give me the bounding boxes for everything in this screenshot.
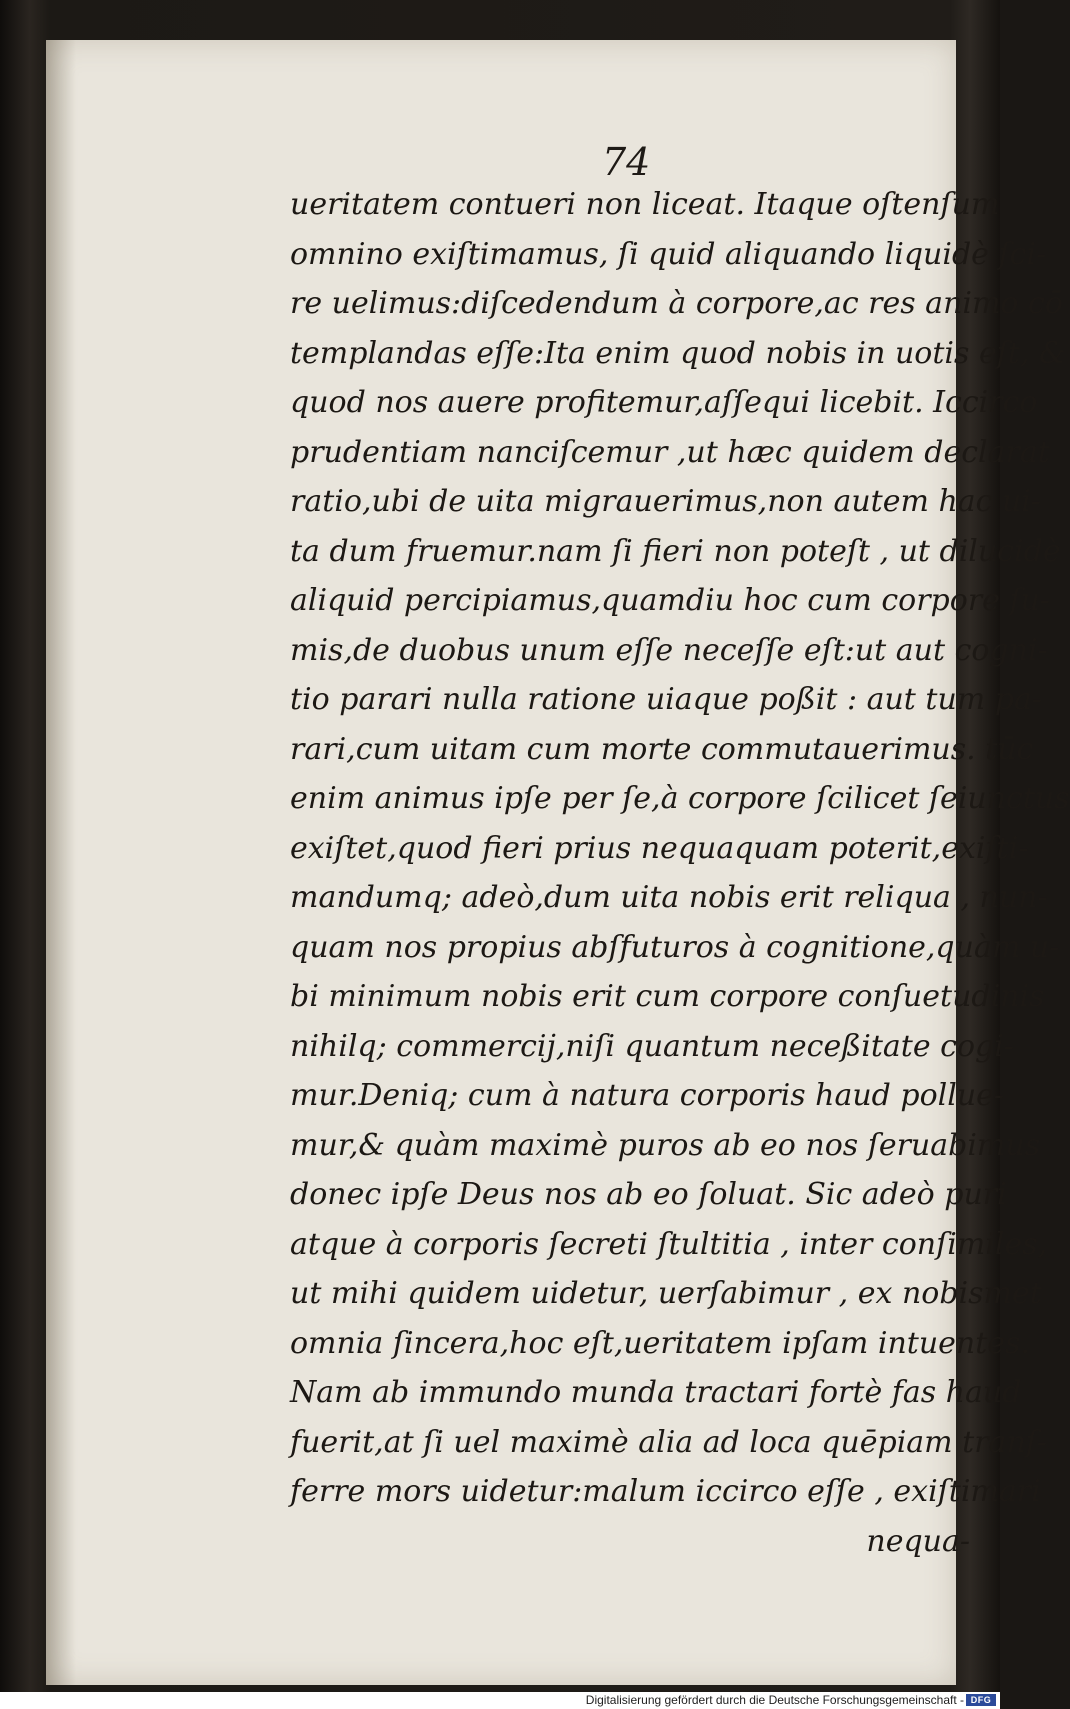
text-line: ta dum fruemur.nam ſi fieri non poteſt , ut dilucidè (290, 533, 1061, 569)
text-line: mur,& quàm maximè puros ab eo nos ſeruabimus (290, 1127, 1041, 1163)
text-line: quod nos auere profitemur,aſſequi licebit. Iccirco (290, 385, 1038, 420)
text-line: rari,cum uitam cum morte commutauerimus. tūc (290, 731, 1034, 767)
text-line: ratio,ubi de uita migrauerimus,non autem hac ui- (290, 484, 1042, 519)
text-line: mandumq; adeò,dum uita nobis erit reliqua , nun- (290, 880, 1048, 915)
text-line: atque à corporis ſecreti ſtultitia , inter conſimiles, (290, 1226, 1048, 1262)
text-line: bi minimum nobis erit cum corpore conſuetudinis (290, 979, 1045, 1014)
text-line: mis,de duobus unum eſſe neceſſe eſt:ut aut cogni- (290, 632, 1048, 668)
body-text (290, 180, 1070, 1566)
text-line: quam nos propius abſfuturos à cognitione,quàm u- (290, 929, 1060, 965)
text-line: templandas eſſe:Ita enim quod nobis in uotis eſt, & (290, 335, 1066, 371)
catchword: nequa- (866, 1523, 970, 1559)
text-line: mur.Deniq; cum à natura corporis haud pollue- (290, 1078, 1005, 1113)
text-line: tio parari nulla ratione uiaque poßit : aut tum pa- (290, 682, 1042, 717)
text-line: exiſtet,quod fieri prius nequaquam poterit,exiſti- (290, 830, 1029, 866)
text-line: prudentiam nanciſcemur ,ut hæc quidem declarat (290, 434, 1050, 470)
text-line: nihilq; commercij,niſi quantum neceßitate cogi- (290, 1028, 1014, 1064)
text-line: omnia ſincera,hoc eſt,ueritatem ipſam intuentes. (290, 1325, 1030, 1361)
text-line: aliquid percipiamus,quamdiu hoc cum corpore ſu- (290, 583, 1051, 618)
gutter-shadow (46, 40, 76, 1685)
text-line: donec ipſe Deus nos ab eo ſoluat. Sic adeò puri (290, 1177, 1007, 1212)
dfg-logo-icon[interactable]: DFG (966, 1694, 996, 1706)
text-line: Nam ab immundo munda tractari fortè fas haud (290, 1375, 1022, 1410)
text-line: ueritatem contueri non liceat. Itaque oſtenſum (290, 187, 1000, 222)
text-line: enim animus ipſe per ſe,à corpore ſcilicet ſeiunctus (290, 781, 1070, 816)
text-line: omnino exiſtimamus, ſi quid aliquando liquidè ſci- (290, 236, 1047, 272)
footer-credit: Digitalisierung gefördert durch die Deutsche Forschungsgemeinschaft - (585, 1693, 964, 1707)
text-line: fuerit,at ſi uel maximè alia ad loca quēpiam tranſ- (290, 1424, 1048, 1460)
text-line: ferre mors uidetur:malum iccirco eſſe , exiſtimari (290, 1474, 1041, 1509)
page-number: 74 (602, 140, 651, 184)
text-line: re uelimus:diſcedendum à corpore,ac res animo cō (290, 286, 1063, 321)
text-line: ut mihi quidem uidetur, uerſabimur , ex nobismet (290, 1276, 1042, 1311)
